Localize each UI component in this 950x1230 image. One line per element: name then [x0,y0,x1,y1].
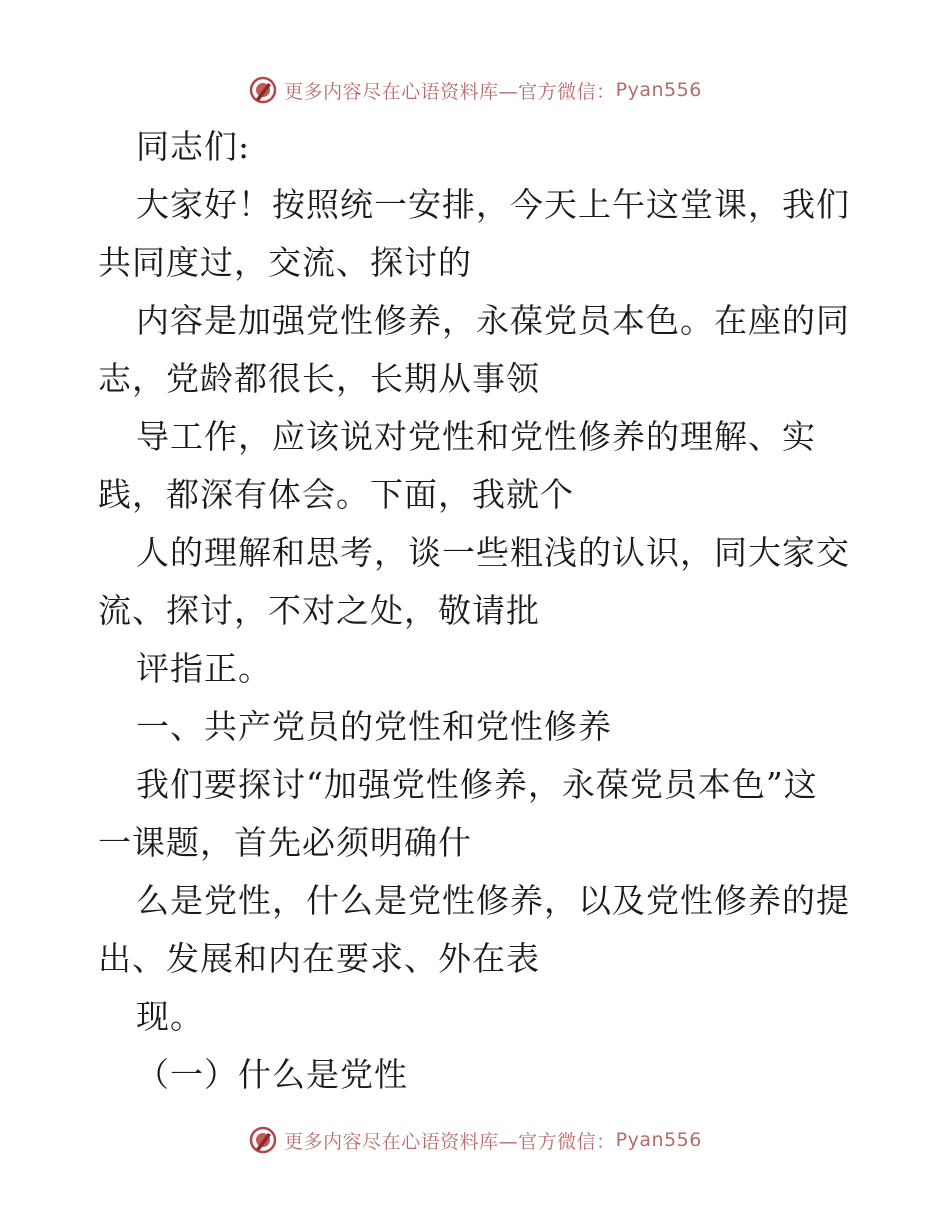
paragraph-line: 一课题，首先必须明确什 [98,823,472,862]
paragraph-line: 我们要探讨“加强党性修养，永葆党员本色”这 [136,765,818,804]
paragraph-line: 么是党性，什么是党性修养，以及党性修养的提 [136,881,850,920]
subsection-heading: （一）什么是党性 [136,1055,408,1094]
section-heading: 一、共产党员的党性和党性修养 [136,707,612,746]
watermark-text: 更多内容尽在心语资料库—官方微信： [284,1130,616,1153]
header-watermark [0,70,950,110]
watermark-id: Pyan556 [615,1129,702,1151]
watermark-text: 更多内容尽在心语资料库—官方微信： [284,80,616,103]
paragraph-line: 践，都深有体会。下面，我就个 [98,475,574,514]
paragraph-line: 导工作，应该说对党性和党性修养的理解、实 [136,417,816,456]
paragraph-line: 共同度过，交流、探讨的 [98,243,472,282]
paragraph-line: 志，党龄都很长，长期从事领 [98,359,540,398]
paragraph-line: 评指正。 [136,649,272,688]
watermark-id: Pyan556 [615,79,702,101]
document-body [98,118,858,1104]
paragraph-line: 流、探讨，不对之处，敬请批 [98,591,540,630]
paragraph-line: 同志们: [136,127,251,166]
footer-watermark [0,1120,950,1160]
paragraph-line: 人的理解和思考，谈一些粗浅的认识，同大家交 [136,533,850,572]
paragraph-line: 内容是加强党性修养，永葆党员本色。在座的同 [136,301,850,340]
paragraph-line: 现。 [136,997,204,1036]
pen-seal-icon [248,1125,278,1155]
paragraph-line: 大家好！按照统一安排，今天上午这堂课，我们 [136,185,850,224]
pen-seal-icon [248,75,278,105]
paragraph-line: 出、发展和内在要求、外在表 [98,939,540,978]
